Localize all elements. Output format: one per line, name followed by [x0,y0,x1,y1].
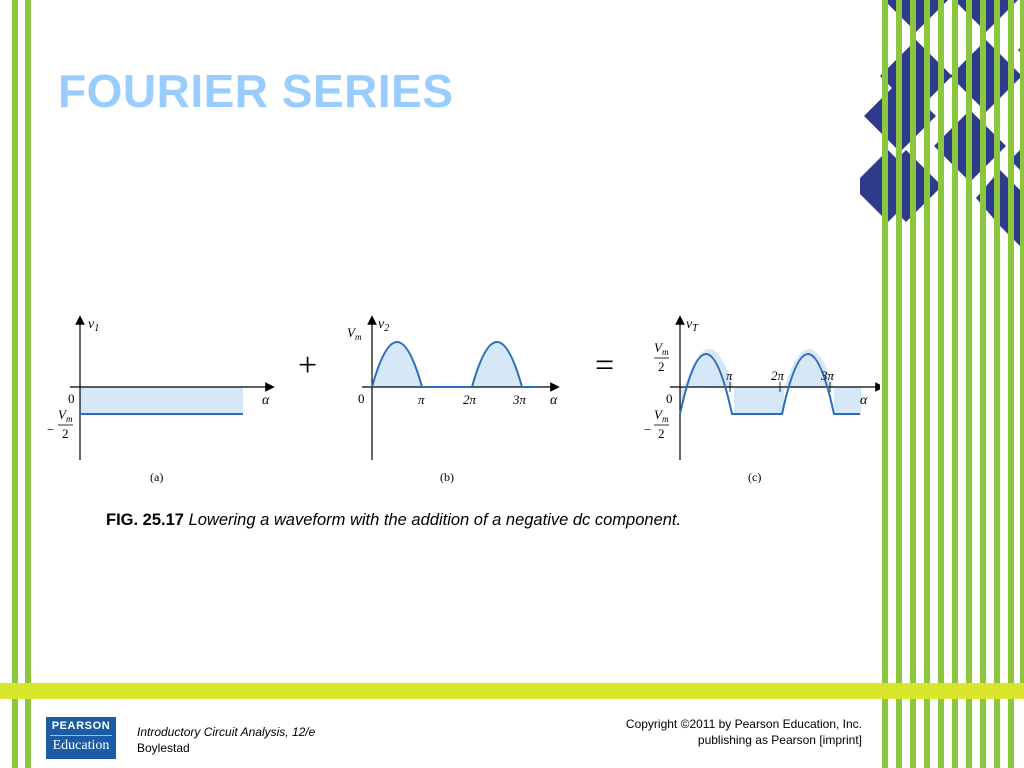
svg-text:Vm [654,407,669,424]
panel-c-pos-label: V [654,340,662,355]
panel-a-level-den: 2 [62,426,69,441]
panel-a-y-sub: 1 [94,323,100,334]
copyright [626,716,862,748]
book-title: Introductory Circuit Analysis, 12/e [137,725,316,739]
panel-c-pos-sub: m [661,347,669,357]
svg-text:Vm [654,340,669,357]
svg-text:Vm [347,325,362,342]
svg-text:v1 [88,317,99,334]
panel-b-caption: (b) [440,470,454,484]
copyright-line-1: Copyright ©2011 by Pearson Education, Inc. [625,717,862,731]
panel-c-tick-1: π [726,368,733,383]
fourier-figure [40,300,880,500]
panel-a [47,317,270,484]
panel-b-tick-3: 3π [513,392,527,407]
svg-text:vT [686,317,699,334]
panel-c-fill-neg-2 [834,387,861,414]
logo-top-text: PEARSON [51,720,111,732]
panel-b-peak-sub: m [354,332,362,342]
panel-a-y-label: v [88,317,95,332]
figure-caption [106,511,681,530]
left-stripe-1 [12,0,18,768]
plus-sign: + [298,347,318,384]
panel-b-x-label: α [550,393,558,408]
panel-a-level-sub: m [65,414,73,424]
panel-c-caption: (c) [748,470,762,484]
book-info [137,724,315,756]
panel-b-tick-1: π [418,392,425,407]
panel-a-x-label: α [262,393,270,408]
caption-number: FIG. 25.17 [106,511,184,529]
pearson-logo [46,717,116,759]
panel-c-tick-2: 2π [771,368,785,383]
panel-b-tick-2: 2π [463,392,477,407]
panel-c-y-sub: T [692,323,698,334]
panel-c-neg-sign: − [644,422,652,437]
panel-b-y-sub: 2 [384,323,390,334]
panel-c-neg-label: V [654,407,662,422]
book-author: Boylestad [137,741,190,755]
panel-c-x-label: α [860,393,868,408]
panel-c-fill-neg-1 [734,387,784,414]
panel-c-tick-3: 3π [821,368,835,383]
panel-a-origin: 0 [68,391,75,406]
panel-c-y-label: v [686,317,693,332]
svg-text:v2 [378,317,389,334]
panel-c [644,317,880,484]
panel-b-y-label: v [378,317,385,332]
slide-title: FOURIER SERIES [58,65,454,117]
panel-c-pos-den: 2 [658,359,665,374]
copyright-line-2: publishing as Pearson [imprint] [697,733,862,747]
equals-sign: = [595,347,615,384]
panel-a-level-label: V [58,407,66,422]
footer-band [0,683,1024,699]
panel-c-neg-sub: m [661,414,669,424]
panel-a-level-sign: − [47,422,55,437]
panel-b-origin: 0 [358,391,365,406]
panel-b [347,317,558,484]
caption-text: Lowering a waveform with the addition of a negative dc component. [188,511,682,529]
logo-bottom-text: Education [52,738,110,753]
svg-text:Vm [58,407,73,424]
panel-a-caption: (a) [150,470,164,484]
panel-a-fill [80,387,243,414]
panel-c-origin: 0 [666,391,673,406]
left-stripe-2 [25,0,31,768]
decorative-pattern [860,0,1024,683]
panel-b-peak-label: V [347,325,355,340]
panel-c-neg-den: 2 [658,426,665,441]
